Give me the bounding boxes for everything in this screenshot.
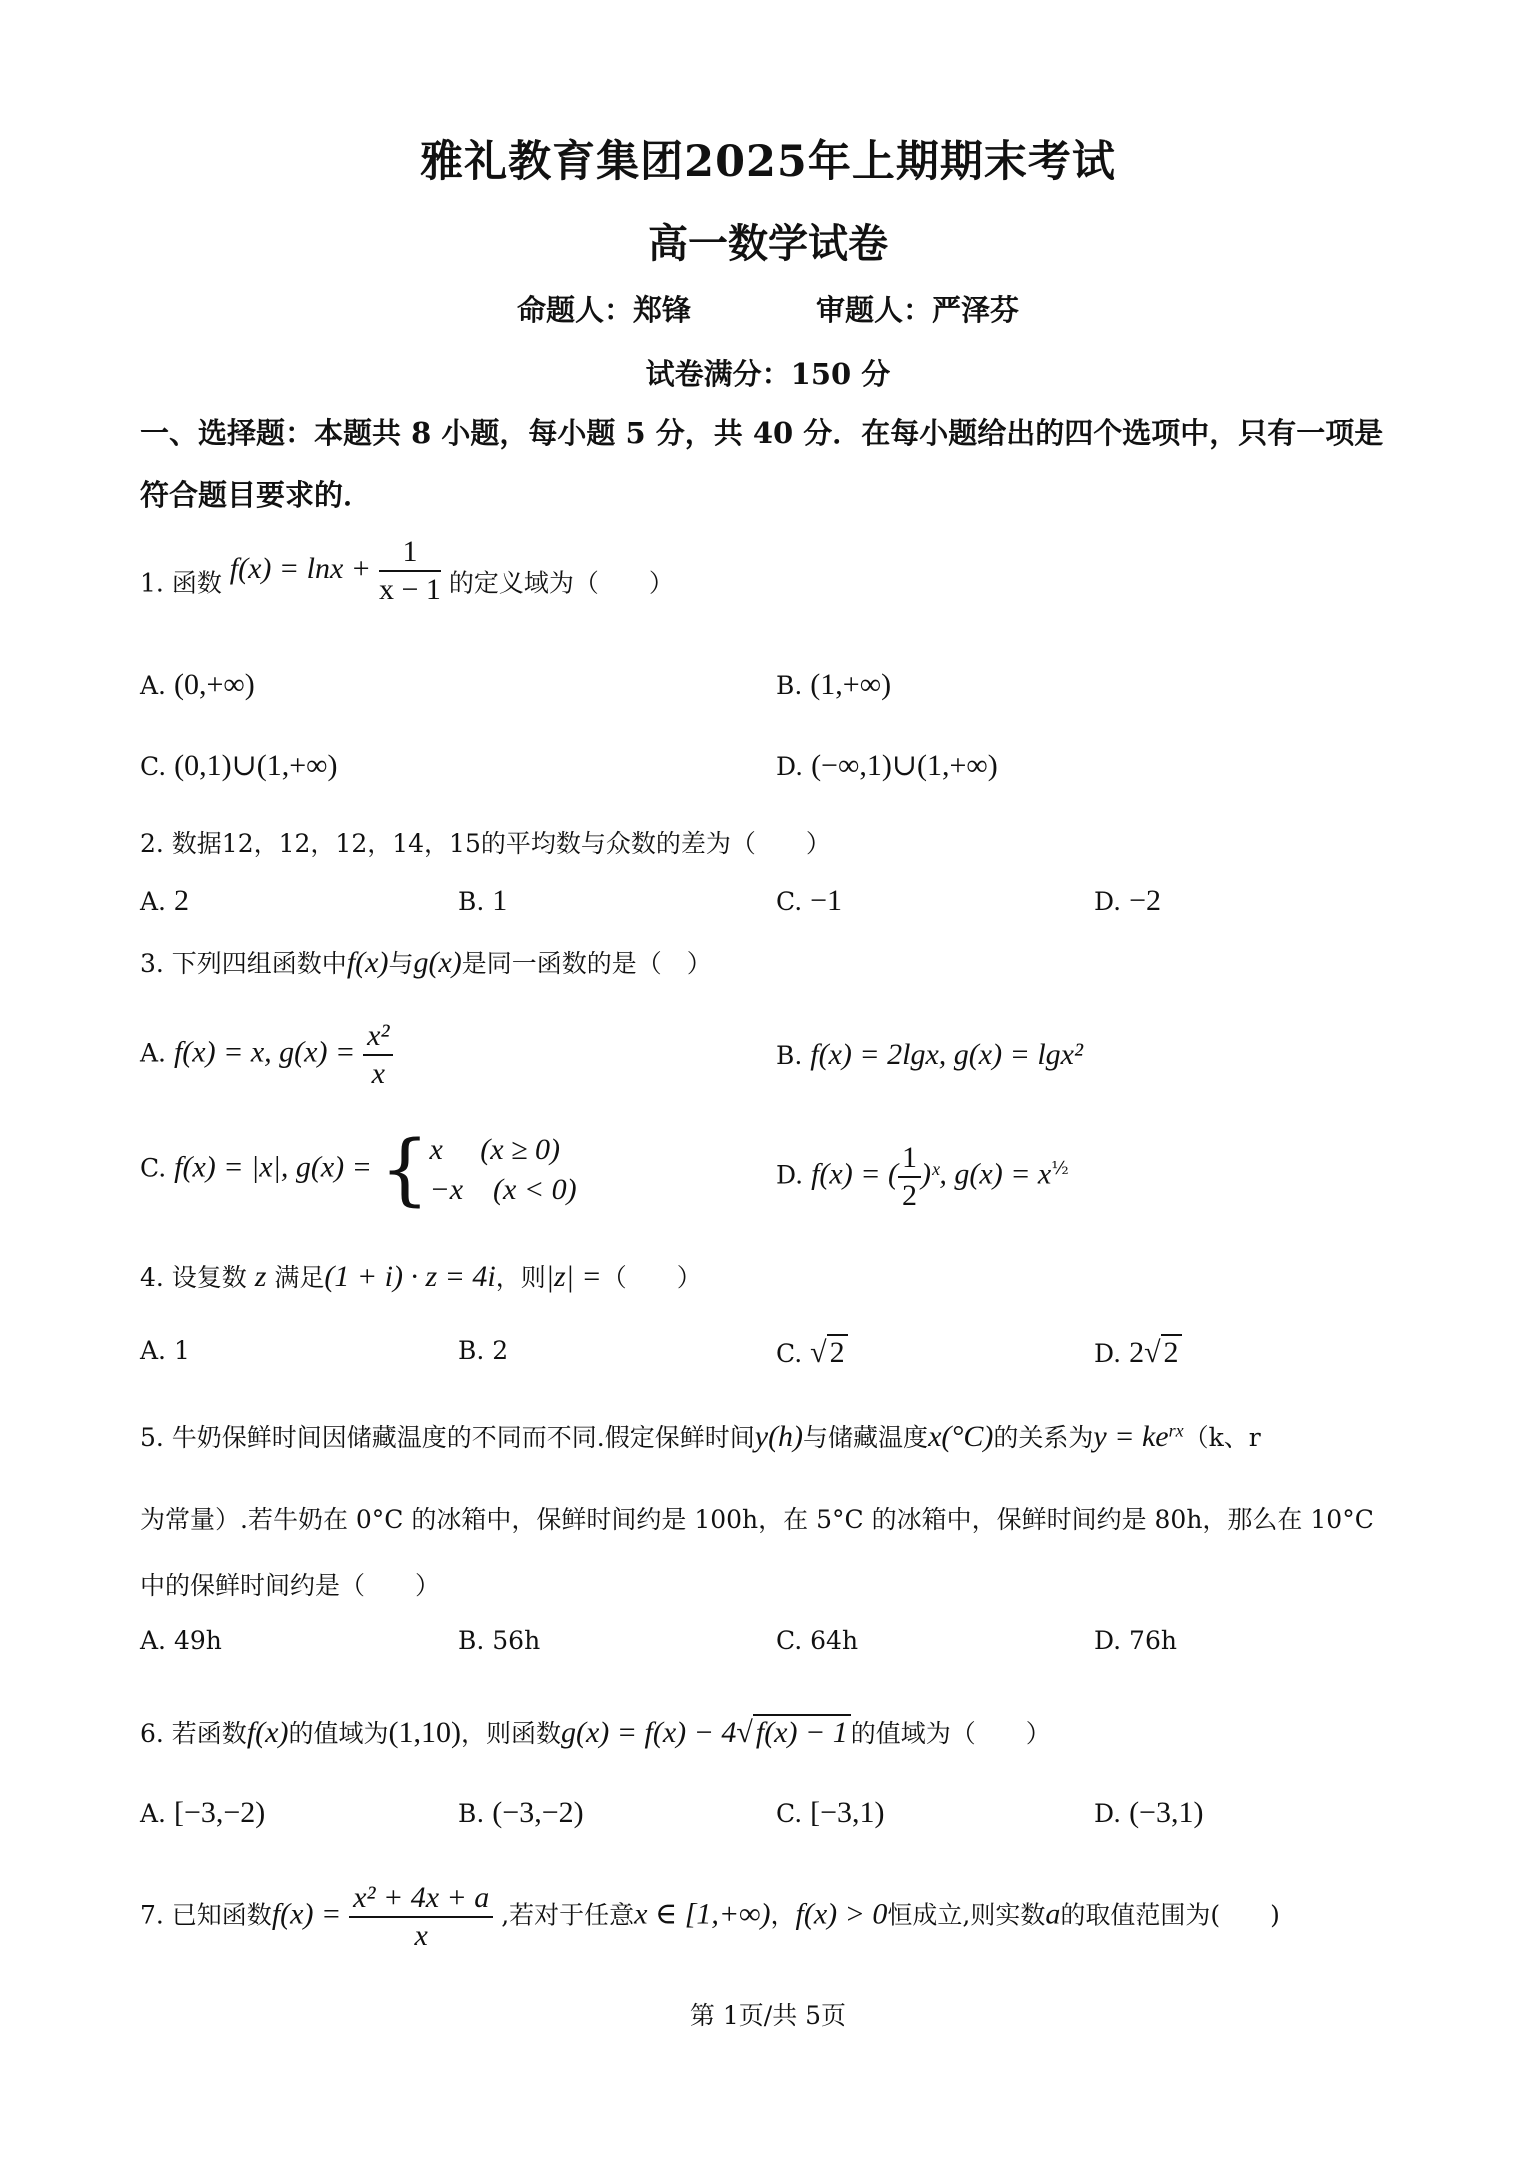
exam-subtitle: 高一数学试卷 (648, 220, 888, 267)
exam-title: 雅礼教育集团2025年上期期末考试 (420, 137, 1116, 187)
q5-option-a: A. 49h (140, 1626, 222, 1655)
q4-option-a: A. 1 (140, 1336, 190, 1365)
question-4: 4. 设复数 z 满足(1 + i) · z = 4i，则|z| =（ ） (140, 1260, 702, 1293)
q2-option-b: B. 1 (458, 884, 508, 917)
q3-option-b: B. f(x) = 2lgx, g(x) = lgx² (776, 1038, 1083, 1071)
question-7: 7. 已知函数f(x) = $\frac{\text{x² + 4x + a}}{x}$ ,若对于任意x ∈ [1,+∞)，f(x) > 0恒成立,则实数a的取值范围为( ) (140, 1881, 1280, 1952)
q6-option-c: C. [−3,1) (776, 1796, 885, 1829)
question-5-line-3: 中的保鲜时间约是（ ） (140, 1571, 441, 1600)
q4-option-c: C. √ 2 (776, 1336, 848, 1370)
authors-line (0, 288, 1536, 329)
q3-option-c: C. f(x) = |x|, g(x) = { x (x ≥ 0) −x (x < 0) (140, 1125, 577, 1215)
q1-option-d: D. (−∞,1)∪(1,+∞) (776, 749, 998, 782)
q5-option-b: B. 56h (458, 1626, 541, 1655)
full-score: 试卷满分：150 分 (645, 357, 891, 391)
question-2: 2. 数据12，12，12，14，15的平均数与众数的差为（ ） (140, 829, 831, 858)
q5-option-d: D. 76h (1094, 1626, 1177, 1655)
fraction: $\frac{1}{2}$ (898, 1140, 921, 1214)
q6-option-b: B. (−3,−2) (458, 1796, 584, 1829)
fraction: $\frac{1}{x - 1}$ (379, 535, 441, 606)
q2-option-c: C. −1 (776, 884, 843, 917)
q4-option-d: D. 2√ 2 (1094, 1336, 1182, 1370)
q6-option-a: A. [−3,−2) (140, 1796, 266, 1829)
section-heading: 一、选择题：本题共 8 小题，每小题 5 分，共 40 分．在每小题给出的四个选项中，只有一项是符合题目要求的． (140, 416, 1384, 512)
q3-option-d: D. f(x) = ( $\frac{1}{2}$ )ˣ, $g(x) = x^{\frac{1}{2}}$ (776, 1141, 1069, 1212)
q3-option-a: A. f(x) = x, g(x) = $\frac{\text{x²}}{x}$ (140, 1018, 393, 1092)
question-3: 3. 下列四组函数中f(x)与g(x)是同一函数的是（ ） (140, 946, 712, 979)
question-6: 6. 若函数f(x)的值域为(1,10)，则函数g(x) = f(x) − 4√ f(x) − 1 的值域为（ ） (140, 1716, 1051, 1749)
page-footer: 第 1页/共 5页 (689, 2001, 847, 2030)
reviewer: 审题人：严泽芬 (816, 293, 1020, 327)
q5-option-c: C. 64h (776, 1626, 859, 1655)
question-5-line-1: 5. 牛奶保鲜时间因储藏温度的不同而不同.假定保鲜时间y(h)与储藏温度x(°C)的关系为$y = ke^{rx}(k$、r (140, 1420, 1261, 1453)
q2-option-d: D. −2 (1094, 884, 1161, 917)
author: 命题人：郑锋 (516, 293, 691, 327)
question-1: 1. 函数 f(x) = lnx + $\frac{1}{x - 1}$ 的定义域为（ ） (140, 535, 674, 606)
q6-option-d: D. (−3,1) (1094, 1796, 1204, 1829)
fraction: $\frac{\text{x² + 4x + a}}{x}$ (349, 1880, 493, 1954)
left-brace-icon: { (379, 1125, 430, 1215)
q1-option-a: A. (0,+∞) (140, 668, 255, 701)
question-5-line-2: 为常量）.若牛奶在 0°C 的冰箱中，保鲜时间约是 100h，在 5°C 的冰箱中，保鲜时间约是 80h，那么在 10°C (140, 1505, 1374, 1534)
q4-option-b: B. 2 (458, 1336, 509, 1365)
q1-option-c: C. (0,1)∪(1,+∞) (140, 749, 338, 782)
q1-option-b: B. (1,+∞) (776, 668, 892, 701)
fraction: $\frac{\text{x²}}{x}$ (363, 1018, 393, 1092)
q2-option-a: A. 2 (140, 884, 189, 917)
